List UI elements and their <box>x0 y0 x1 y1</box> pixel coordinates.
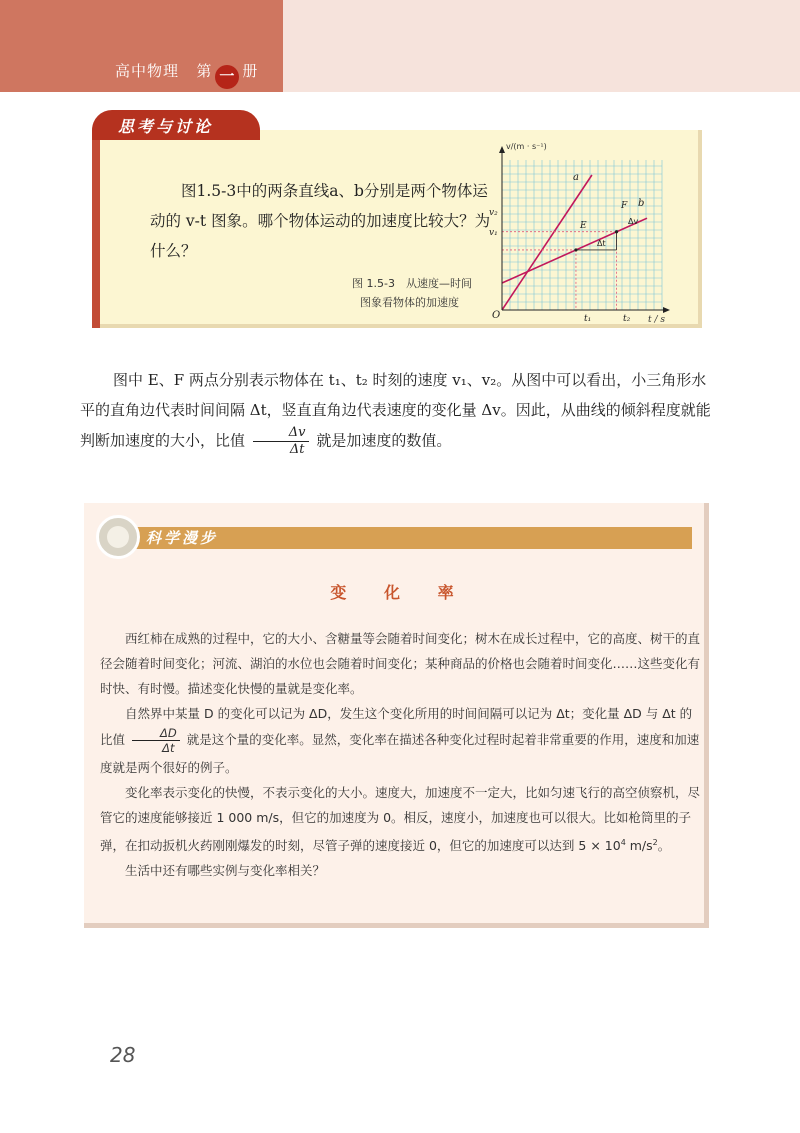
vt-graph <box>486 140 676 330</box>
unit-exponent: 2 <box>652 838 658 847</box>
volume-suffix: 册 <box>242 62 259 80</box>
dv-dt-fraction <box>253 425 309 458</box>
science-stroll-badge-inner <box>107 526 129 548</box>
question-text: 图1.5-3中的两条直线a、b分别是两个物体运动的 v-t 图象。哪个物体运动的加速度比较大？为什么？ <box>150 182 491 260</box>
v2-tick-label: v₂ <box>489 208 498 218</box>
science-paragraph-2-end: 就是这个量的变化率。显然，变化率在描述各种变化过程时起着非常重要的作用，速度和加速度就是两个很好的例子。 <box>100 732 700 775</box>
page-number: 28 <box>110 1043 136 1067</box>
series-line-a <box>502 175 592 310</box>
dd-dt-fraction <box>132 726 180 755</box>
t1-tick-label: t₁ <box>584 314 592 324</box>
header-right-band <box>283 0 800 92</box>
point-e <box>574 248 577 251</box>
delta-v-label: Δv <box>628 217 639 226</box>
science-paragraph-3 <box>100 780 700 858</box>
science-stroll-label: 科学漫步 <box>146 529 219 547</box>
fraction-dt-denominator: Δt <box>162 741 175 755</box>
point-e-label: E <box>580 221 587 231</box>
point-f-label: F <box>621 201 628 211</box>
main-paragraph-end: 就是加速度的数值。 <box>316 431 452 450</box>
y-axis-arrow <box>499 146 505 153</box>
v1-tick-label: v₁ <box>489 228 498 238</box>
science-stroll-title: 变 化 率 <box>330 583 470 602</box>
science-paragraph-2-start: 自然界中某量 D 的变化可以记为 ΔD，发生这个变化所用的时间间隔可以记为 Δt；变化量 ΔD 与 Δt 的比值 <box>100 706 693 747</box>
fraction-denominator: Δt <box>289 442 305 457</box>
volume-prefix: 第 <box>196 62 213 80</box>
x-axis-label: t / s <box>648 315 665 325</box>
fraction-dd-numerator: ΔD <box>132 726 180 741</box>
science-paragraph-2 <box>100 701 700 780</box>
origin-label: O <box>492 310 501 321</box>
x-axis-arrow <box>663 307 670 313</box>
chart-grid <box>502 160 662 310</box>
acceleration-unit: m/s <box>625 838 653 854</box>
book-title: 高中物理 <box>115 62 180 80</box>
point-f <box>615 230 618 233</box>
y-axis-label: v/(m · s⁻¹) <box>506 142 547 151</box>
science-stroll-text <box>100 626 700 883</box>
science-paragraph-1: 西红柿在成熟的过程中，它的大小、含糖量等会随着时间变化；树木在成长过程中，它的高度、树干的直径会随着时间变化；河流、湖泊的水位也会随着时间变化；某种商品的价格也会随着时间变化……这些变化有时快、有时慢。描述变化快慢的量就是变化率。 <box>100 631 701 696</box>
main-paragraph <box>80 365 720 458</box>
figure-caption <box>352 274 482 312</box>
caption-line-2: 图象看物体的加速度 <box>360 296 459 309</box>
science-paragraph-3-end: 。 <box>657 838 671 854</box>
line-a-label: a <box>573 172 579 183</box>
line-b-label: b <box>638 198 645 209</box>
running-header <box>115 60 258 89</box>
main-paragraph-text: 图中 E、F 两点分别表示物体在 t₁、t₂ 时刻的速度 v₁、v₂。从图中可以看出，小三角形水平的直角边代表时间间隔 Δt，竖直直角边代表速度的变化量 Δv。因此，从曲线的倾斜程度就能判断加速度的大小，比值 <box>80 371 711 450</box>
think-discuss-label: 思考与讨论 <box>118 117 214 136</box>
delta-t-label: Δt <box>597 239 606 248</box>
science-paragraph-3-start: 变化率表示变化的快慢，不表示变化的大小。速度大，加速度不一定大，比如匀速飞行的高空侦察机，尽管它的速度能够接近 1 000 m/s，但它的加速度为 0。相反，速度小，加速度也可以很大。比如枪筒里的子弹，在扣动扳机火药刚刚爆发的时刻，尽管子弹的速度接近 0，但它的加速度可以达到 5 × 10 <box>100 785 701 854</box>
think-discuss-question <box>150 176 495 266</box>
think-discuss-side-bar <box>92 130 100 328</box>
science-paragraph-4: 生活中还有哪些实例与变化率相关？ <box>125 863 326 879</box>
caption-line-1: 图 1.5-3 从速度—时间 <box>352 277 472 290</box>
volume-number-badge: 一 <box>215 65 239 89</box>
power-of-ten-exponent: 4 <box>620 838 626 847</box>
t2-tick-label: t₂ <box>623 314 631 324</box>
think-discuss-tab <box>92 110 260 140</box>
fraction-numerator: Δv <box>253 425 309 442</box>
